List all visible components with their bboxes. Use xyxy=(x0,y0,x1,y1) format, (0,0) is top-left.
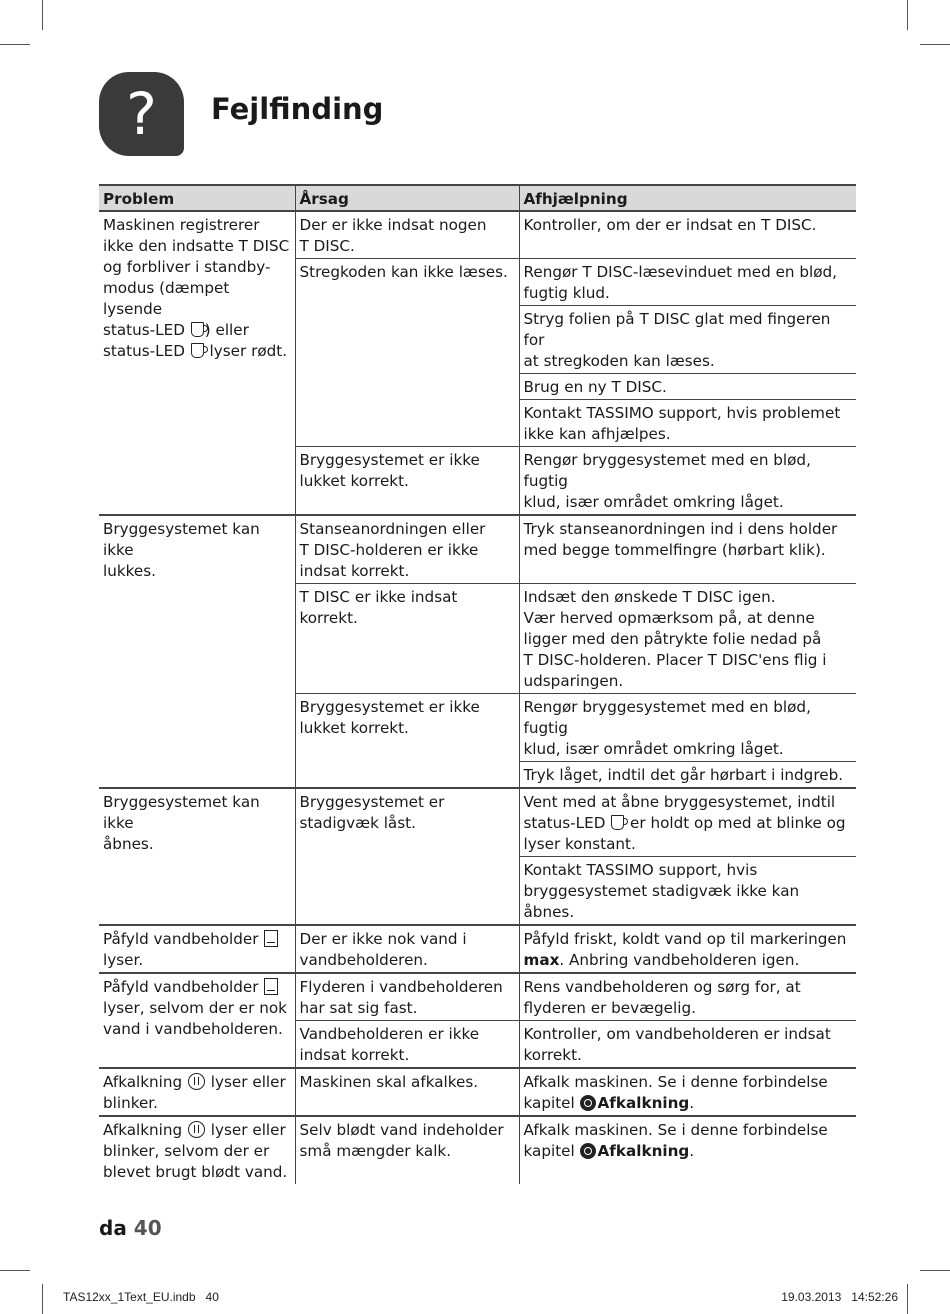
problem-cell: Afkalkning lyser eller blinker, selvom der er blevet brugt blødt vand. xyxy=(99,1116,295,1184)
problem-cell: Maskinen registrerer ikke den indsatte T DISC og forbliver i standby- modus (dæmpet lysende status-LED ) eller status-LED lyser rødt. xyxy=(103,216,290,360)
status-led-icon xyxy=(611,815,624,830)
table-row xyxy=(99,925,856,973)
status-led-icon xyxy=(191,322,204,337)
cause-cell: Bryggesystemet er stadigvæk låst. xyxy=(295,788,519,925)
cause-cell: Vandbeholderen er ikke indsat korrekt. xyxy=(295,1021,519,1069)
cause-cell: Maskinen skal afkalkes. xyxy=(295,1068,519,1116)
water-tank-icon xyxy=(264,930,278,947)
column-header-problem: Problem xyxy=(99,185,295,211)
crop-mark xyxy=(907,1284,908,1314)
question-mark-icon: ? xyxy=(99,72,184,156)
crop-mark xyxy=(920,44,950,45)
crop-mark xyxy=(0,1270,30,1271)
crop-mark xyxy=(907,0,908,30)
cause-cell: Stanseanordningen eller T DISC-holderen er ikke indsat korrekt. xyxy=(295,515,519,584)
footer-date: 19.03.2013 14:52:26 xyxy=(781,1290,898,1304)
remedy-cell: Rens vandbeholderen og sørg for, at flyderen er bevægelig. xyxy=(519,973,856,1021)
column-header-remedy: Afhjælpning xyxy=(519,185,856,211)
chapter-reference-icon xyxy=(580,1095,596,1111)
cause-cell: Der er ikke indsat nogen T DISC. xyxy=(295,211,519,259)
problem-cell: Afkalkning lyser eller blinker. xyxy=(99,1068,295,1116)
page-title: Fejlfinding xyxy=(211,92,384,126)
table-row xyxy=(99,1068,856,1116)
cause-cell: Stregkoden kan ikke læses. xyxy=(295,259,519,447)
cause-cell: Bryggesystemet er ikke lukket korrekt. xyxy=(295,447,519,516)
remedy-cell: Afkalk maskinen. Se i denne forbindelse kapitel Afkalkning. xyxy=(519,1068,856,1116)
cause-cell: Bryggesystemet er ikke lukket korrekt. xyxy=(295,694,519,789)
table-row xyxy=(99,788,856,857)
problem-cell: Bryggesystemet kan ikke åbnes. xyxy=(99,788,295,925)
remedy-cell: Kontakt TASSIMO support, hvis bryggesystemet stadigvæk ikke kan åbnes. xyxy=(519,857,856,926)
footer-file-info: TAS12xx_1Text_EU.indb 40 xyxy=(63,1290,219,1304)
remedy-cell: Afkalk maskinen. Se i denne forbindelse kapitel Afkalkning. xyxy=(519,1116,856,1184)
table-row xyxy=(99,973,856,1021)
table-row xyxy=(99,1116,856,1184)
remedy-cell: Kontroller, om vandbeholderen er indsat korrekt. xyxy=(519,1021,856,1069)
remedy-cell: Kontroller, om der er indsat en T DISC. xyxy=(519,211,856,259)
cause-cell: T DISC er ikke indsat korrekt. xyxy=(295,584,519,694)
status-led-icon xyxy=(191,343,204,358)
troubleshooting-table xyxy=(99,184,856,1184)
page-number xyxy=(99,1216,162,1240)
language-code: da xyxy=(99,1216,127,1240)
water-tank-icon xyxy=(264,978,278,995)
table-row xyxy=(99,515,856,584)
chapter-reference-icon xyxy=(580,1143,596,1159)
remedy-cell: Brug en ny T DISC. xyxy=(519,374,856,400)
cause-cell: Selv blødt vand indeholder små mængder kalk. xyxy=(295,1116,519,1184)
descaling-icon xyxy=(188,1121,205,1138)
remedy-cell: Tryk låget, indtil det går hørbart i indgreb. xyxy=(519,762,856,789)
table-header-row xyxy=(99,185,856,211)
remedy-cell: Stryg folien på T DISC glat med fingeren for at stregkoden kan læses. xyxy=(519,306,856,374)
cause-cell: Flyderen i vandbeholderen har sat sig fast. xyxy=(295,973,519,1021)
remedy-cell: Rengør T DISC-læsevinduet med en blød, fugtig klud. xyxy=(519,259,856,306)
cause-cell: Der er ikke nok vand i vandbeholderen. xyxy=(295,925,519,973)
problem-cell: Påfyld vandbeholder lyser, selvom der er nok vand i vandbeholderen. xyxy=(99,973,295,1068)
remedy-cell: Tryk stanseanordningen ind i dens holder med begge tommelfingre (hørbart klik). xyxy=(519,515,856,584)
crop-mark xyxy=(920,1270,950,1271)
descaling-icon xyxy=(188,1073,205,1090)
remedy-cell: Rengør bryggesystemet med en blød, fugtig klud, især området omkring låget. xyxy=(519,447,856,516)
problem-cell: Påfyld vandbeholder lyser. xyxy=(99,925,295,973)
table-row xyxy=(99,211,856,259)
remedy-cell: Kontakt TASSIMO support, hvis problemet ikke kan afhjælpes. xyxy=(519,400,856,447)
remedy-cell: Rengør bryggesystemet med en blød, fugtig klud, især området omkring låget. xyxy=(519,694,856,762)
column-header-cause: Årsag xyxy=(295,185,519,211)
remedy-cell: Påfyld friskt, koldt vand op til markeringen max. Anbring vandbeholderen igen. xyxy=(519,925,856,973)
remedy-cell: Vent med at åbne bryggesystemet, indtil status-LED er holdt op med at blinke og lyser konstant. xyxy=(519,788,856,857)
page-number-value: 40 xyxy=(133,1216,162,1240)
crop-mark xyxy=(42,1284,43,1314)
problem-cell: Bryggesystemet kan ikke lukkes. xyxy=(99,515,295,788)
crop-mark xyxy=(0,44,30,45)
crop-mark xyxy=(42,0,43,30)
remedy-cell: Indsæt den ønskede T DISC igen. Vær herved opmærksom på, at denne ligger med den påtrykte folie nedad på T DISC-holderen. Placer T DISC'ens flig i udsparingen. xyxy=(519,584,856,694)
